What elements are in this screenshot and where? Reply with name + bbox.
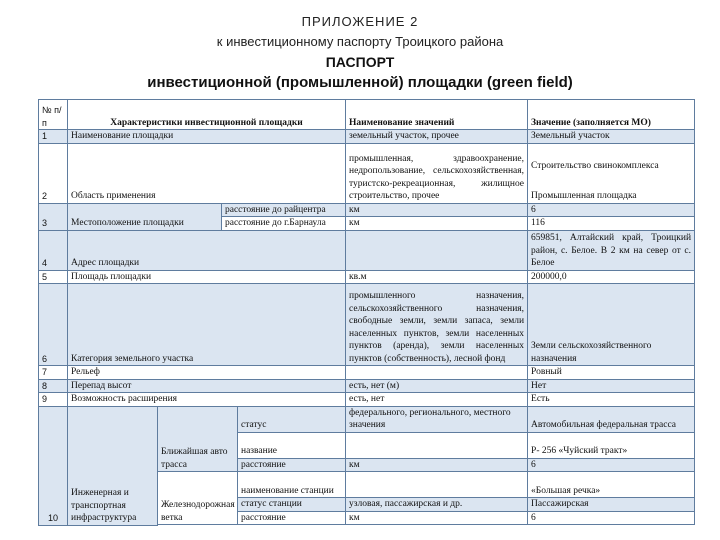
rail-station-status-value: Пассажирская: [528, 498, 695, 512]
table-row: [39, 284, 695, 366]
row-value-secondary: Промышленная площадка: [531, 191, 637, 201]
row-value-names: км: [346, 217, 528, 231]
table-row: [39, 203, 695, 217]
rail-distance-unit: км: [346, 511, 528, 525]
row-num: 1: [39, 130, 68, 144]
row-label: Рельеф: [68, 366, 346, 380]
row-value-names: промышленного назначения, сельскохозяйственного назначения, свободные земли, земли запаса, земли населенных пунктов, земли населенных пунктов (аренда), земли населенных пунктов (собственность), лесной фонд: [346, 284, 528, 366]
row-num: 6: [39, 284, 68, 366]
appendix-subtitle: к инвестиционному паспорту Троицкого района: [216, 34, 504, 49]
rail-station-status-names: узловая, пассажирская и др.: [346, 498, 528, 512]
road-status-value: Автомобильная федеральная трасса: [528, 406, 695, 432]
rail-distance-value: 6: [528, 511, 695, 525]
row-value-primary: Строительство свинокомплекса: [531, 160, 659, 171]
document-header: [0, 12, 720, 94]
row-value-names: кв.м: [346, 270, 528, 284]
row-num: 3: [39, 203, 68, 230]
rail-station-status-label: статус станции: [238, 498, 346, 512]
table-header-row: [39, 100, 695, 130]
row-value: 200000,0: [528, 270, 695, 284]
road-name-label: название: [238, 432, 346, 458]
row-value: Есть: [528, 393, 695, 407]
row-value: [528, 143, 695, 203]
table-row: [39, 379, 695, 393]
table-row: [39, 366, 695, 380]
table-row: [39, 270, 695, 284]
row-sublabel-rail: Железнодорожная ветка: [158, 472, 238, 525]
row-label: Местоположение площадки: [68, 203, 222, 230]
row-value: Нет: [528, 379, 695, 393]
document-subtitle: инвестиционной (промышленной) площадки (green field): [147, 74, 573, 91]
row-value-names: [346, 230, 528, 270]
row-value: Земли сельскохозяйственного назначения: [528, 284, 695, 366]
row-label: Категория земельного участка: [68, 284, 346, 366]
road-name-names: [346, 432, 528, 458]
row-value-names: есть, нет: [346, 393, 528, 407]
table-row: [39, 143, 695, 203]
row-sublabel: расстояние до г.Барнаула: [222, 217, 346, 231]
rail-station-name-label: наименование станции: [238, 472, 346, 498]
row-label: Перепад высот: [68, 379, 346, 393]
row-value: Земельный участок: [528, 130, 695, 144]
header-characteristics: Характеристики инвестиционной площадки: [68, 100, 346, 130]
row-value: 6: [528, 203, 695, 217]
row-num: 9: [39, 393, 68, 407]
table-row: [39, 406, 695, 432]
row-num: 7: [39, 366, 68, 380]
row-num: 10: [39, 406, 68, 525]
row-value-names: км: [346, 203, 528, 217]
table-row: [39, 130, 695, 144]
row-label: Адрес площадки: [68, 230, 346, 270]
header-num: № п/п: [39, 100, 68, 130]
header-value-names: Наименование значений: [346, 100, 528, 130]
document-title: ПАСПОРТ: [325, 54, 395, 70]
row-num: 5: [39, 270, 68, 284]
row-sublabel: расстояние до райцентра: [222, 203, 346, 217]
header-value: Значение (заполняется МО): [528, 100, 695, 130]
road-distance-unit: км: [346, 458, 528, 472]
road-distance-value: 6: [528, 458, 695, 472]
row-sublabel-road: Ближайшая авто трасса: [158, 406, 238, 472]
road-name-value: Р- 256 «Чуйский тракт»: [528, 432, 695, 458]
row-label: Наименование площадки: [68, 130, 346, 144]
row-label: Область применения: [68, 143, 346, 203]
row-value-names: земельный участок, прочее: [346, 130, 528, 144]
row-label: Инженерная и транспортная инфраструктура: [68, 406, 158, 525]
table-row: [39, 393, 695, 407]
table-row: [39, 230, 695, 270]
road-distance-label: расстояние: [238, 458, 346, 472]
row-value-names: промышленная, здравоохранение, недропользование, сельскохозяйственная, туристско-рекреационная, жилищное строительство, прочее: [346, 143, 528, 203]
row-label: Площадь площадки: [68, 270, 346, 284]
row-value: 116: [528, 217, 695, 231]
row-value-names: [346, 366, 528, 380]
road-status-label: статус: [238, 406, 346, 432]
row-num: 8: [39, 379, 68, 393]
row-num: 4: [39, 230, 68, 270]
row-value: 659851, Алтайский край, Троицкий район, с. Белое. В 2 км на север от с. Белое: [528, 230, 695, 270]
row-label: Возможность расширения: [68, 393, 346, 407]
rail-distance-label: расстояние: [238, 511, 346, 525]
row-num: 2: [39, 143, 68, 203]
rail-station-name-value: «Большая речка»: [528, 472, 695, 498]
rail-station-name-names: [346, 472, 528, 498]
appendix-label: ПРИЛОЖЕНИЕ 2: [301, 14, 419, 29]
row-value-names: есть, нет (м): [346, 379, 528, 393]
passport-table: [38, 99, 695, 526]
road-status-names: федерального, регионального, местного значения: [346, 406, 528, 432]
row-value: Ровный: [528, 366, 695, 380]
